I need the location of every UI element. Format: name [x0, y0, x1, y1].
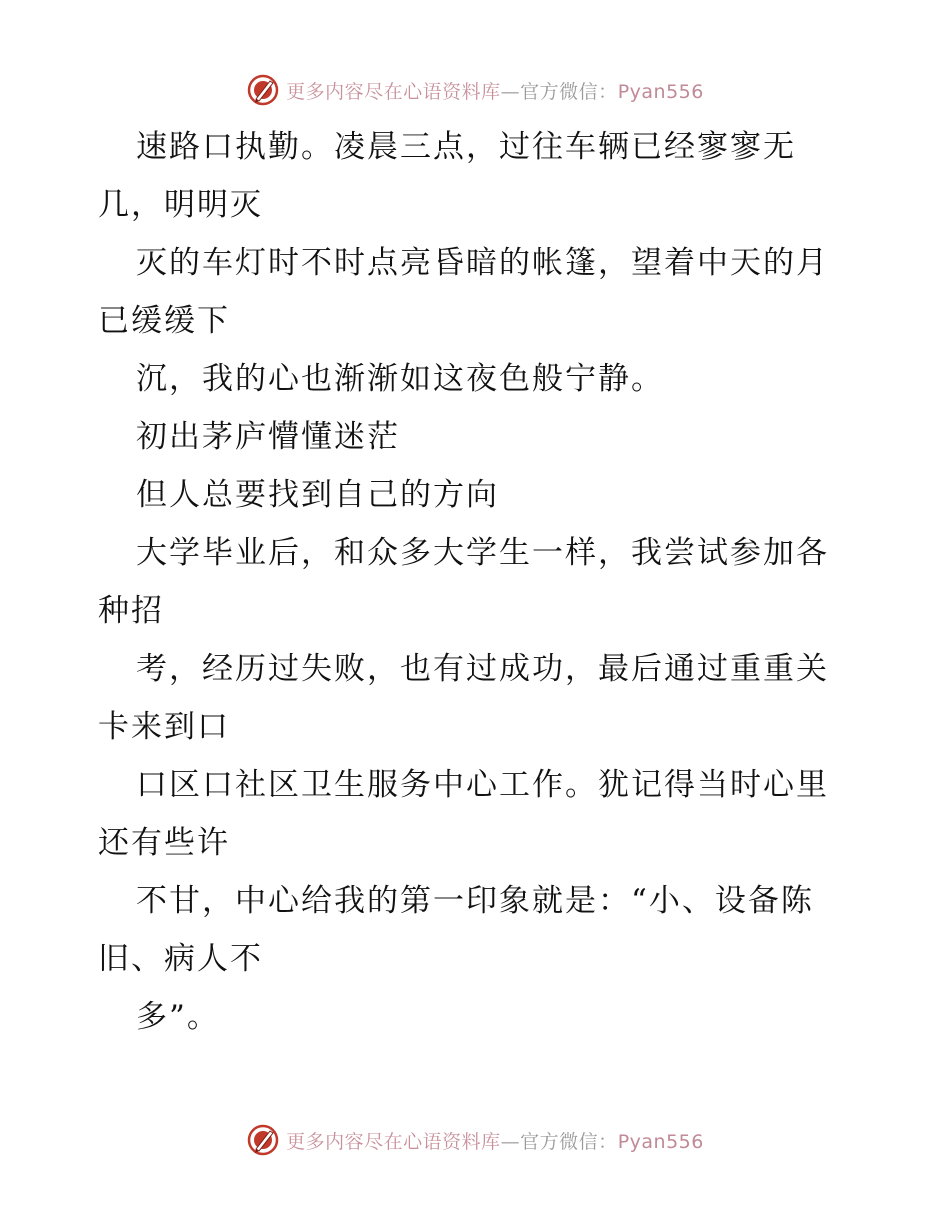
- text-line: 旧、病人不: [98, 941, 263, 977]
- footer-watermark: [0, 1122, 950, 1158]
- text-line: 考，经历过失败，也有过成功，最后通过重重关: [136, 651, 829, 687]
- text-line: 还有些许: [98, 825, 230, 861]
- text-line: 灭的车灯时不时点亮昏暗的帐篷，望着中天的月: [136, 245, 829, 281]
- watermark-official-label: 官方微信：: [520, 1130, 618, 1153]
- text-line: 初出茅庐懵懂迷茫: [136, 419, 400, 455]
- text-line: 不甘，中心给我的第一印象就是：“小、设备陈: [136, 883, 814, 919]
- text-line: 多”。: [136, 999, 220, 1035]
- pen-logo-icon: [246, 1123, 280, 1157]
- text-line: 但人总要找到自己的方向: [136, 477, 499, 513]
- text-line: 速路口执勤。凌晨三点，过往车辆已经寥寥无: [136, 129, 796, 165]
- watermark-official-label: 官方微信：: [520, 80, 618, 103]
- pen-logo-icon: [246, 73, 280, 107]
- text-line: 卡来到口: [98, 709, 230, 745]
- text-line: 已缓缓下: [98, 303, 230, 339]
- document-body: [98, 118, 858, 1046]
- watermark-text: [286, 1127, 704, 1154]
- watermark-separator: —: [500, 80, 521, 103]
- watermark-text: [286, 77, 704, 104]
- watermark-wechat-id: Pyan556: [617, 80, 704, 103]
- watermark-wechat-id: Pyan556: [617, 1130, 704, 1153]
- watermark-separator: —: [500, 1130, 521, 1153]
- text-line: 口区口社区卫生服务中心工作。犹记得当时心里: [136, 767, 829, 803]
- text-line: 种招: [98, 593, 164, 629]
- text-line: 大学毕业后，和众多大学生一样，我尝试参加各: [136, 535, 829, 571]
- watermark-site: 更多内容尽在心语资料库: [286, 80, 501, 103]
- text-line: 沉，我的心也渐渐如这夜色般宁静。: [136, 361, 664, 397]
- header-watermark: [0, 72, 950, 108]
- watermark-site: 更多内容尽在心语资料库: [286, 1130, 501, 1153]
- text-line: 几，明明灭: [98, 187, 263, 223]
